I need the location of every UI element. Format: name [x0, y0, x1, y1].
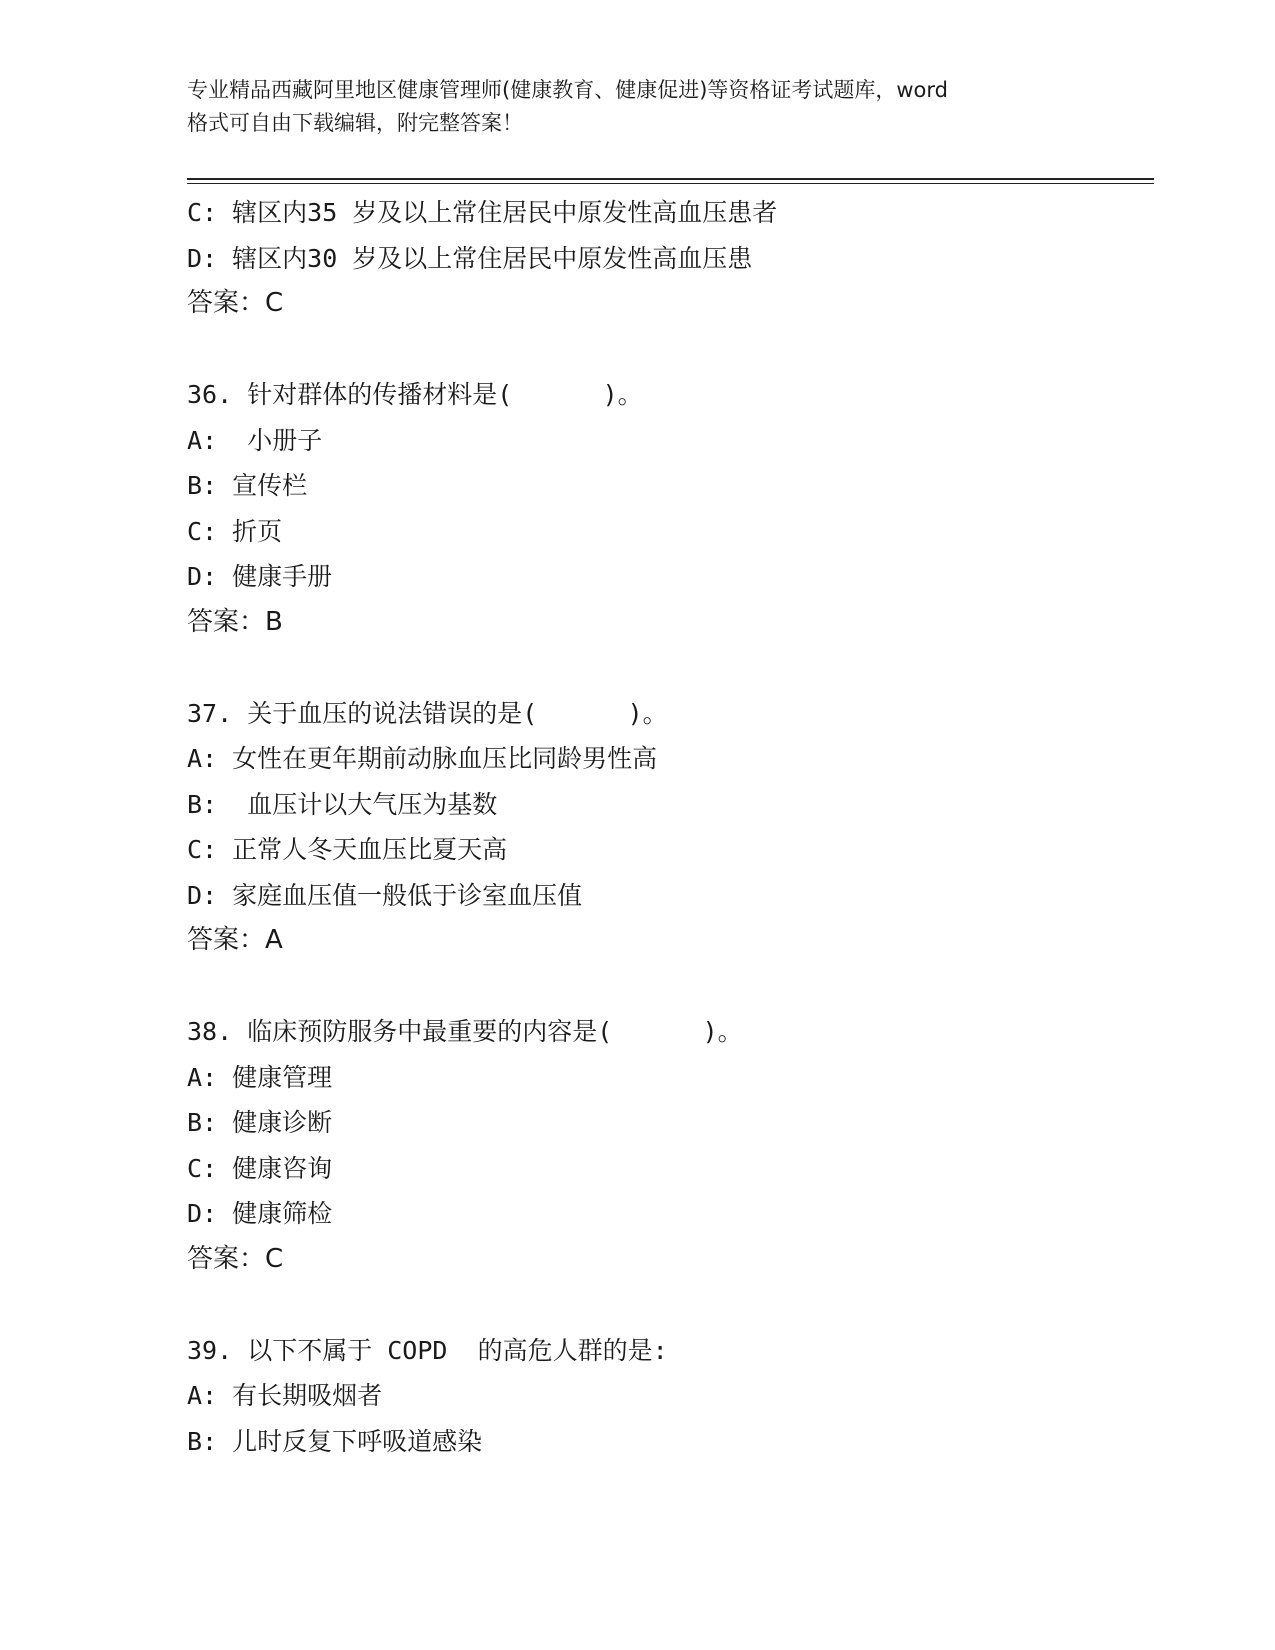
- question-list: [187, 190, 1147, 1464]
- option-b: B: 血压计以大气压为基数: [187, 789, 498, 819]
- option-d: D: 家庭血压值一般低于诊室血压值: [187, 880, 583, 910]
- question-text: 36. 针对群体的传播材料是( )。: [187, 380, 643, 409]
- page-header: [187, 74, 1087, 140]
- option-a: A: 女性在更年期前动脉血压比同龄男性高: [187, 744, 658, 773]
- option-d: D: 辖区内30 岁及以上常住居民中原发性高血压患: [187, 243, 753, 273]
- header-divider-thick: [187, 178, 1154, 180]
- question-37: [187, 691, 1147, 964]
- spacer: [187, 1282, 1147, 1328]
- option-c: C: 正常人冬天血压比夏天高: [187, 835, 508, 864]
- header-line-2: 格式可自由下载编辑，附完整答案！: [187, 111, 523, 135]
- question-text: 37. 关于血压的说法错误的是( )。: [187, 698, 668, 728]
- option-d: D: 健康筛检: [187, 1199, 333, 1228]
- answer: 答案：A: [187, 925, 283, 955]
- header-divider-thin: [187, 183, 1154, 184]
- answer: 答案：C: [187, 288, 284, 318]
- option-a: A: 健康管理: [187, 1062, 333, 1092]
- option-b: B: 儿时反复下呼吸道感染: [187, 1426, 483, 1456]
- question-text: 38. 临床预防服务中最重要的内容是( )。: [187, 1017, 743, 1046]
- question-36: [187, 372, 1147, 645]
- answer: 答案：C: [187, 1243, 284, 1274]
- option-a: A: 小册子: [187, 425, 323, 455]
- option-b: B: 宣传栏: [187, 471, 308, 500]
- option-d: D: 健康手册: [187, 562, 333, 591]
- spacer: [187, 964, 1147, 1010]
- question-text: 39. 以下不属于 COPD 的高危人群的是:: [187, 1335, 668, 1365]
- option-c: C: 折页: [187, 516, 283, 546]
- question-35: [187, 190, 1147, 327]
- option-b: B: 健康诊断: [187, 1108, 333, 1137]
- header-line-1: 专业精品西藏阿里地区健康管理师(健康教育、健康促进)等资格证考试题库，word: [187, 78, 949, 102]
- option-c: C: 健康咨询: [187, 1153, 333, 1183]
- spacer: [187, 327, 1147, 373]
- option-a: A: 有长期吸烟者: [187, 1381, 383, 1410]
- answer: 答案：B: [187, 606, 283, 637]
- option-c: C: 辖区内35 岁及以上常住居民中原发性高血压患者: [187, 198, 778, 227]
- question-38: [187, 1009, 1147, 1282]
- spacer: [187, 645, 1147, 691]
- question-39: [187, 1328, 1147, 1465]
